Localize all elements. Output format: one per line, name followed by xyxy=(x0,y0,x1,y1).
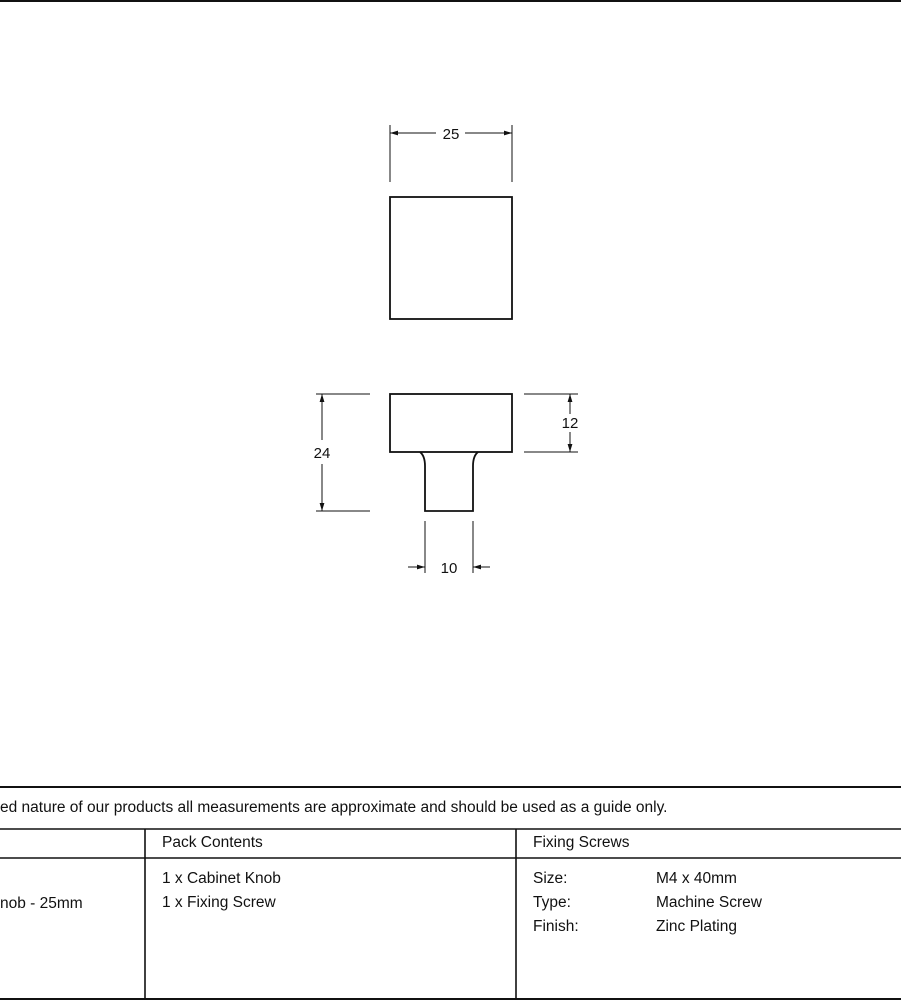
knob-head xyxy=(390,394,512,452)
head-height-dimension-label: 12 xyxy=(561,415,579,432)
pack-contents-item: 1 x Cabinet Knob xyxy=(162,870,281,887)
spec-value-type: Machine Screw xyxy=(656,894,762,911)
width-dimension-label: 25 xyxy=(442,126,460,143)
height-dimension-label: 24 xyxy=(313,445,331,462)
spec-value-finish: Zinc Plating xyxy=(656,918,737,935)
stem-width-dimension-label: 10 xyxy=(440,560,458,577)
spec-label-size: Size: xyxy=(533,870,568,887)
column-header-pack-contents: Pack Contents xyxy=(162,834,263,851)
side-view xyxy=(314,394,579,577)
disclaimer-text: ed nature of our products all measurements are approximate and should be used as a guide only. xyxy=(0,799,668,816)
column-header-fixing-screws: Fixing Screws xyxy=(533,834,630,851)
spec-value-size: M4 x 40mm xyxy=(656,870,737,887)
spec-label-finish: Finish: xyxy=(533,918,579,935)
knob-stem xyxy=(420,452,478,511)
spec-table-lines xyxy=(0,787,901,999)
product-description: nob - 25mm xyxy=(0,895,83,912)
pack-contents-item: 1 x Fixing Screw xyxy=(162,894,276,911)
top-view xyxy=(390,125,512,319)
top-view-square xyxy=(390,197,512,319)
spec-label-type: Type: xyxy=(533,894,571,911)
